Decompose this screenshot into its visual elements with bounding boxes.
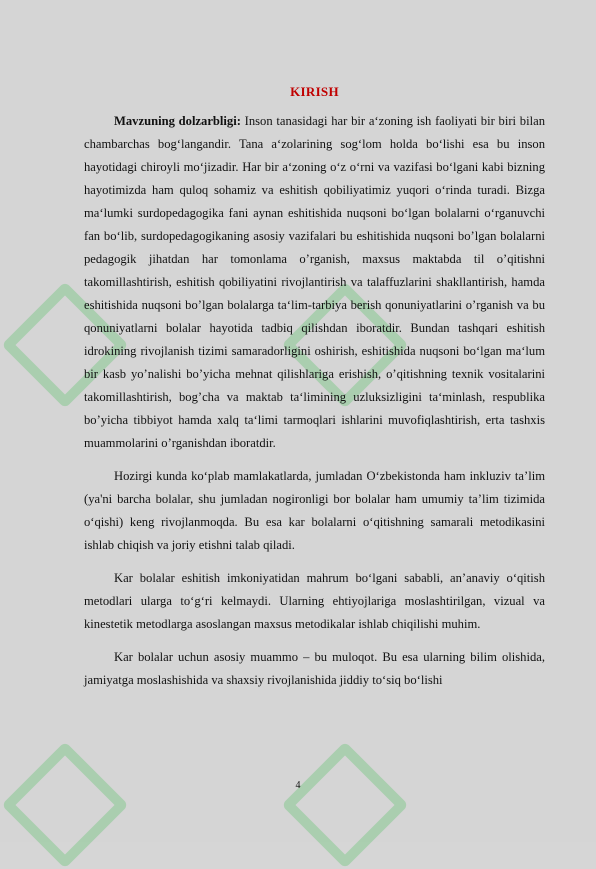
page-title: KIRISH bbox=[290, 84, 339, 99]
paragraph-lead: Mavzuning dolzarbligi: bbox=[114, 114, 241, 128]
paragraph bbox=[84, 646, 545, 692]
paragraph bbox=[84, 465, 545, 557]
page-number: 4 bbox=[295, 780, 301, 791]
paragraph bbox=[84, 567, 545, 636]
paragraph-text: Kar bolalar uchun asosiy muammo – bu muloqot. Bu esa ularning bilim olishida, jamiyatga moslashishida va shaxsiy rivojlanishida jiddiy to‘siq bo‘lishi bbox=[84, 650, 545, 687]
document-body bbox=[84, 84, 545, 702]
paragraph-text: Inson tanasidagi har bir a‘zoning ish faoliyati bir biri bilan chambarchas bog‘langandir. Tana a‘zolarining sog‘lom holda bo‘lishi esa bu inson hayotidagi chiroyli mo‘jizadir. Har bir a‘zoning o‘z o‘rni va vazifasi bo‘lgani kabi bizning hayotimizda ham quloq sohamiz va eshitish qobiliyatimiz yuqori o‘rinda turadi. Bizga ma‘lumki surdopedagogika fani aynan eshitishida nuqsoni bo‘lgan bolalarni o‘rganuvchi fan bo‘lib, surdopedagogikaning asosiy vazifalari bu eshitishida nuqsoni bo’lgan bolalarni pedagogik jihatdan har tomonlama o’rganish, maxsus maktabda til o’qitishni takomillashtirish, eshitish qobiliyatini rivojlantirish va talaffuzlarini shakllantirish, hamda eshitishida nuqsoni bo’lgan bolalarga ta‘lim-tarbiya berish qonuniyatlarini o’rganish va bu qonuniyatlarni bolalar hayotida tadbiq qilishdan iboratdir. Bundan tashqari eshitish idrokining rivojlanish tizimi samaradorligini oshirish, eshitishida nuqsoni bo‘lgan ma‘lum bir kasb yo’nalishi bo’yicha mehnat qilishlariga erishish, o’qitishning texnik vositalarini takomillashtirish, bog’cha va maktab ta‘limining uzluksizligini ta‘minlash, respublika bo’yicha tibbiyot hamda xalq ta‘limi tarmoqlari ishlarini muvofiqlashtirish, erta tashxis muammolarini o’rganishdan iboratdir. bbox=[84, 114, 545, 450]
paragraph-text: Hozirgi kunda ko‘plab mamlakatlarda, jumladan O‘zbekistonda ham inkluziv ta’lim (ya'ni barcha bolalar, shu jumladan nogironligi bor bolalar ham umumiy ta’lim tizimida o‘qishi) keng rivojlanmoqda. Bu esa kar bolalarni o‘qitishning samarali metodikasini ishlab chiqish va joriy etishni talab qiladi. bbox=[84, 469, 545, 552]
watermark-logo bbox=[1, 741, 128, 868]
paragraph-text: Kar bolalar eshitish imkoniyatidan mahrum bo‘lgani sababli, an’anaviy o‘qitish metodlari ularga to‘g‘ri kelmaydi. Ularning ehtiyojlariga moslashtirilgan, vizual va kinestetik metodlarga asoslangan maxsus metodikalar ishlab chiqilishi muhim. bbox=[84, 571, 545, 631]
watermark-logo bbox=[281, 741, 408, 868]
paragraph bbox=[84, 110, 545, 455]
